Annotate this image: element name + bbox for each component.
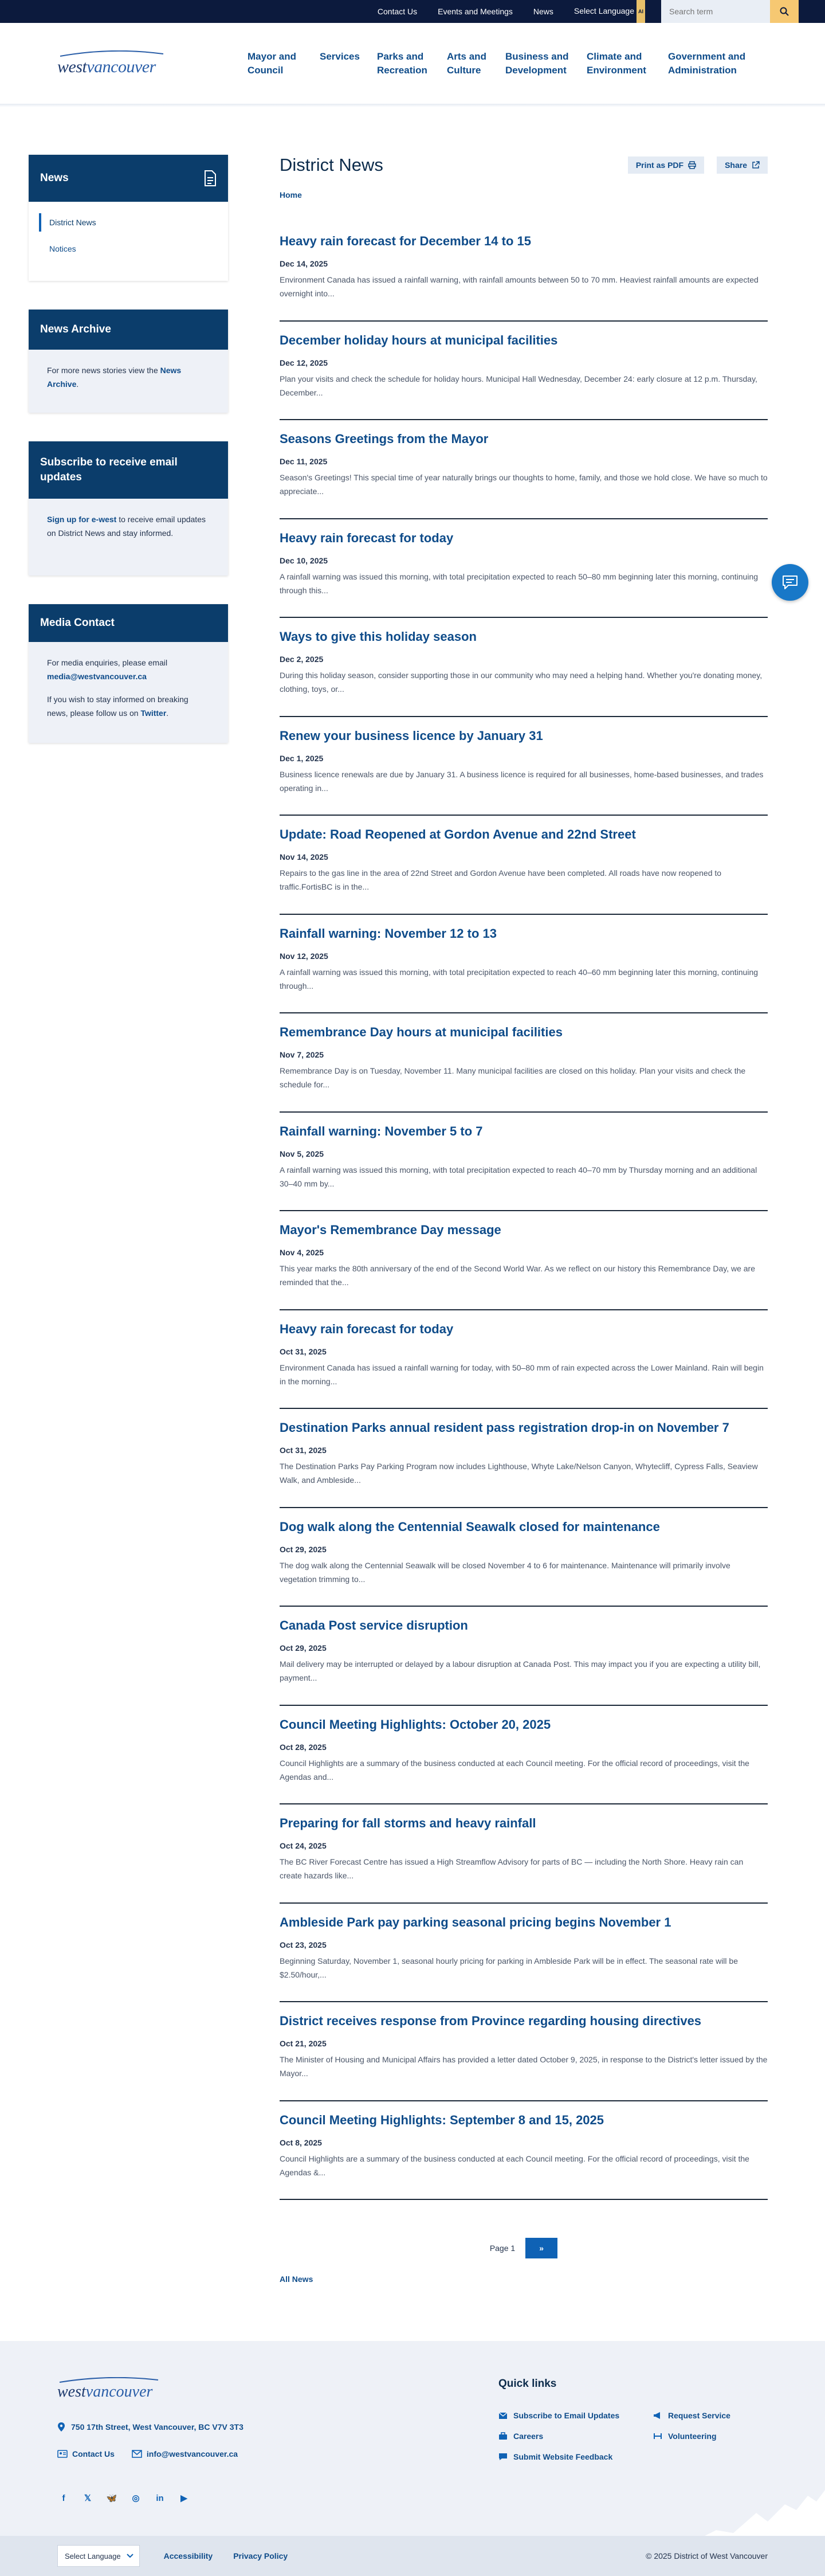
subscribe-header	[29, 441, 228, 499]
news-item-excerpt: Business licence renewals are due by January 31. A business licence is required for all businesses, home-based businesses, and trades operating in...	[280, 769, 764, 793]
news-item	[280, 1607, 768, 1706]
privacy-policy-link[interactable]: Privacy Policy	[233, 2551, 288, 2561]
news-item-date: Oct 24, 2025	[280, 1841, 327, 1850]
map-pin-icon	[57, 2422, 65, 2432]
nav-business-development[interactable]: Business and Development	[505, 50, 569, 76]
news-item-excerpt: The Destination Parks Pay Parking Program now includes Lighthouse, Whyte Lake/Nelson Canyon, Whytecliff, Cypress Falls, Seaview Walk, and Ambleside...	[280, 1462, 758, 1485]
news-item-excerpt: Season's Greetings! This special time of year naturally brings our thoughts to home, family, and those we hold close. We have so much to appreciate...	[280, 473, 768, 496]
sidebar	[29, 155, 228, 2284]
news-item-title[interactable]: Destination Parks annual resident pass registration drop-in on November 7	[280, 1420, 729, 1435]
site-footer	[0, 2341, 825, 2576]
news-item-title[interactable]: Council Meeting Highlights: October 20, 2025	[280, 1717, 551, 1732]
envelope-icon	[132, 2450, 142, 2458]
news-item-date: Dec 11, 2025	[280, 457, 328, 466]
nav-parks-recreation[interactable]: Parks and Recreation	[377, 50, 427, 76]
footer-social	[57, 2492, 498, 2504]
news-item-date: Oct 31, 2025	[280, 1446, 327, 1455]
page-title-row	[280, 155, 768, 175]
news-item-date: Dec 12, 2025	[280, 358, 328, 367]
envelope-icon	[498, 2412, 508, 2420]
footer-contacts	[57, 2449, 498, 2458]
mountains-graphic-icon	[693, 2490, 825, 2542]
quick-links	[498, 2375, 768, 2504]
news-archive-body	[29, 350, 228, 413]
copyright: © 2025 District of West Vancouver	[646, 2551, 768, 2561]
print-pdf-button[interactable]: Print as PDF	[628, 156, 704, 174]
news-item-date: Oct 28, 2025	[280, 1742, 327, 1752]
news-item-date: Dec 10, 2025	[280, 555, 328, 565]
media-contact-card	[29, 604, 228, 743]
quick-link-subscribe[interactable]: Subscribe to Email Updates	[498, 2411, 653, 2420]
quick-link-feedback[interactable]: Submit Website Feedback	[498, 2452, 653, 2461]
title-actions	[628, 156, 768, 174]
contact-card-icon	[57, 2450, 68, 2458]
pagination	[280, 2238, 768, 2258]
news-item	[280, 519, 768, 618]
news-item-title[interactable]: Rainfall warning: November 5 to 7	[280, 1123, 483, 1138]
search-icon	[780, 7, 789, 16]
language-select-label: Select Language	[65, 2551, 121, 2561]
news-item-excerpt: Environment Canada has issued a rainfall warning, with rainfall amounts between 50 to 70 mm. Heaviest rainfall amounts are expected overnight into...	[280, 275, 759, 298]
quick-links-title: Quick links	[498, 2378, 557, 2390]
twitter-link[interactable]: Twitter	[140, 708, 167, 718]
subscribe-body	[29, 499, 228, 576]
news-item	[280, 420, 768, 519]
news-item-title[interactable]: Seasons Greetings from the Mayor	[280, 432, 489, 446]
document-icon	[204, 170, 217, 186]
news-item	[280, 1211, 768, 1310]
logo-swoosh-icon	[57, 50, 166, 57]
news-item	[280, 1706, 768, 1805]
news-item-date: Nov 5, 2025	[280, 1149, 324, 1158]
news-item	[280, 2002, 768, 2101]
chat-icon	[781, 574, 799, 590]
footer-bottom-links	[164, 2551, 288, 2561]
footer-contact-link[interactable]: Contact Us	[57, 2449, 115, 2458]
news-item-title[interactable]: Heavy rain forecast for today	[280, 530, 454, 545]
news-item-title[interactable]: District receives response from Province regarding housing directives	[280, 2014, 702, 2028]
news-item-date: Dec 2, 2025	[280, 655, 324, 664]
hands-icon	[653, 2432, 662, 2440]
news-item	[280, 1409, 768, 1508]
media-contact-title: Media Contact	[40, 617, 115, 629]
utility-link-contact[interactable]: Contact Us	[377, 7, 418, 16]
news-archive-link[interactable]: News Archive	[47, 366, 182, 389]
quick-link-careers[interactable]: Careers	[498, 2432, 653, 2441]
news-item-excerpt: A rainfall warning was issued this morning, with total precipitation expected to reach 40–60 mm beginning later this morning, continuing through...	[280, 967, 759, 991]
nav-government-administration[interactable]: Government and Administration	[668, 50, 746, 76]
language-select[interactable]	[57, 2545, 140, 2567]
nav-services[interactable]: Services	[320, 50, 360, 62]
news-item-title[interactable]: Rainfall warning: November 12 to 13	[280, 926, 497, 941]
feedback-icon	[498, 2453, 508, 2461]
main-content	[280, 155, 768, 2284]
accessibility-link[interactable]: Accessibility	[163, 2551, 213, 2561]
media-contact-body	[29, 642, 228, 743]
news-item-date: Nov 12, 2025	[280, 951, 328, 961]
main-nav	[247, 50, 748, 77]
footer-address: 750 17th Street, West Vancouver, BC V7V 3T3	[57, 2422, 498, 2432]
news-item	[280, 222, 768, 322]
nav-climate-environment[interactable]: Climate and Environment	[587, 50, 646, 76]
news-item-date: Dec 1, 2025	[280, 753, 324, 763]
news-item-excerpt: The BC River Forecast Centre has issued a High Streamflow Advisory for parts of BC — including the North Shore. Heavy rain can create hazards like...	[280, 1857, 744, 1880]
subscribe-title: Subscribe to receive email updates	[40, 456, 178, 483]
megaphone-icon	[653, 2411, 662, 2420]
news-item-date: Oct 23, 2025	[280, 1940, 327, 1949]
footer-logo-swoosh-icon	[57, 2377, 160, 2383]
page-body	[0, 104, 825, 2284]
nav-mayor-council[interactable]: Mayor and Council	[247, 50, 297, 76]
printer-icon	[688, 161, 696, 169]
share-button[interactable]: Share	[717, 156, 768, 174]
news-item	[280, 717, 768, 816]
footer-email-link[interactable]: info@westvancouver.ca	[132, 2449, 238, 2458]
subscribe-link[interactable]: Sign up for e-west	[47, 515, 117, 524]
page-title: District News	[280, 155, 383, 175]
news-item	[280, 2101, 768, 2201]
news-item-date: Oct 31, 2025	[280, 1346, 327, 1356]
news-list	[280, 222, 768, 2200]
search-box	[661, 0, 799, 23]
news-item-excerpt: Beginning Saturday, November 1, seasonal hourly pricing for parking in Ambleside Park will be in effect. The seasonal rate will be $2.50/hour,...	[280, 1956, 738, 1979]
linkedin-icon[interactable]: in	[156, 2493, 164, 2503]
subnav-notices[interactable]: Notices	[49, 244, 76, 253]
all-news-link[interactable]: All News	[280, 2274, 313, 2284]
news-card	[29, 155, 228, 281]
news-item-date: Nov 14, 2025	[280, 852, 328, 862]
language-badge: AI	[637, 0, 645, 24]
footer-logo-text: westvancouver	[57, 2383, 153, 2401]
news-card-title: News	[40, 172, 69, 184]
utility-bar	[0, 0, 825, 23]
news-item-title[interactable]: Heavy rain forecast for today	[280, 1321, 454, 1336]
news-archive-text: For more news stories view the	[47, 366, 158, 375]
youtube-icon[interactable]: ▶	[180, 2493, 187, 2503]
news-archive-header	[29, 310, 228, 350]
news-archive-title: News Archive	[40, 323, 111, 335]
media-follow-text: If you wish to stay informed on breaking news, please follow us on Twitter.	[47, 695, 188, 718]
news-item-excerpt: Council Highlights are a summary of the business conducted at each Council meeting. For the official record of proceedings, visit the Agendas &...	[280, 2154, 749, 2177]
utility-link-news[interactable]: News	[533, 7, 553, 16]
news-item-excerpt: A rainfall warning was issued this morning, with total precipitation expected to reach 40–70 mm by Thursday morning and an additional 30–40 mm by...	[280, 1165, 757, 1188]
news-item-date: Dec 14, 2025	[280, 259, 328, 268]
quick-link-volunteering[interactable]: Volunteering	[653, 2432, 768, 2441]
news-item-excerpt: This year marks the 80th anniversary of the end of the Second World War. As we reflect on our history this Remembrance Day, we are reminded that the...	[280, 1264, 756, 1287]
news-item-title[interactable]: Renew your business licence by January 31	[280, 728, 543, 743]
footer-logo[interactable]	[57, 2377, 160, 2401]
nav-arts-culture[interactable]: Arts and Culture	[447, 50, 486, 76]
footer-left	[57, 2375, 498, 2504]
news-item-title[interactable]: Ambleside Park pay parking seasonal pricing begins November 1	[280, 1915, 671, 1929]
chevron-down-icon	[127, 2554, 133, 2558]
news-item	[280, 1310, 768, 1410]
news-item-excerpt: A rainfall warning was issued this morning, with total precipitation expected to reach 50–80 mm beginning later this morning, continuing through this...	[280, 571, 759, 595]
facebook-icon[interactable]: f	[62, 2493, 65, 2503]
x-twitter-icon[interactable]: 𝕏	[84, 2493, 92, 2503]
quick-links-grid	[498, 2411, 768, 2461]
breadcrumb-home[interactable]: Home	[280, 190, 302, 199]
search-input[interactable]	[661, 0, 770, 23]
news-item	[280, 322, 768, 421]
subscribe-card	[29, 441, 228, 576]
media-email-link[interactable]: media@westvancouver.ca	[47, 672, 147, 681]
news-item-title[interactable]: Dog walk along the Centennial Seawalk closed for maintenance	[280, 1519, 660, 1534]
utility-link-events[interactable]: Events and Meetings	[438, 7, 513, 16]
news-item	[280, 1013, 768, 1113]
news-item-date: Nov 4, 2025	[280, 1248, 324, 1257]
news-item	[280, 1804, 768, 1904]
news-item-excerpt: Council Highlights are a summary of the business conducted at each Council meeting. For the official record of proceedings, visit the Agendas and...	[280, 1758, 749, 1782]
news-item-title[interactable]: Remembrance Day hours at municipal facilities	[280, 1025, 563, 1039]
news-item-date: Oct 21, 2025	[280, 2039, 327, 2048]
share-icon	[752, 161, 760, 169]
news-item	[280, 1904, 768, 2003]
news-item-title[interactable]: December holiday hours at municipal facilities	[280, 332, 558, 347]
search-button[interactable]	[770, 0, 799, 23]
news-item-date: Oct 29, 2025	[280, 1544, 327, 1554]
news-item-date: Oct 29, 2025	[280, 1643, 327, 1653]
news-item	[280, 816, 768, 915]
media-enquiry-text: For media enquiries, please email media@westvancouver.ca	[47, 658, 168, 681]
site-header	[0, 23, 825, 104]
news-item-excerpt: Remembrance Day is on Tuesday, November 11. Many municipal facilities are closed on this holiday. Plan your visits and check the schedule for...	[280, 1066, 746, 1089]
select-language-link[interactable]	[564, 0, 655, 24]
briefcase-icon	[498, 2432, 508, 2440]
news-item	[280, 618, 768, 717]
news-archive-card	[29, 310, 228, 413]
news-item-title[interactable]: Update: Road Reopened at Gordon Avenue and 22nd Street	[280, 827, 636, 841]
chat-button[interactable]	[772, 564, 808, 601]
news-item-excerpt: During this holiday season, consider supporting those in our community who may need a helping hand. Whether you're donating money, clothing, toys, or...	[280, 671, 763, 694]
news-item-excerpt: Repairs to the gas line in the area of 22nd Street and Gordon Avenue have been completed. All roads have now reopened to traffic.FortisBC is in the...	[280, 868, 722, 891]
news-item-date: Nov 7, 2025	[280, 1050, 324, 1059]
subnav-district-news[interactable]: District News	[39, 213, 218, 232]
news-item	[280, 1508, 768, 1607]
utility-links	[367, 0, 655, 23]
news-item	[280, 915, 768, 1014]
news-item-excerpt: The dog walk along the Centennial Seawalk will be closed November 4 to 6 for maintenance. Maintenance will primarily involve vegetation trimming to...	[280, 1560, 730, 1584]
media-contact-header	[29, 604, 228, 642]
news-item-title[interactable]: Mayor's Remembrance Day message	[280, 1223, 501, 1237]
instagram-icon[interactable]: ◎	[132, 2493, 140, 2503]
quick-link-request-service[interactable]: Request Service	[653, 2411, 768, 2420]
news-item-excerpt: Plan your visits and check the schedule for holiday hours. Municipal Hall Wednesday, December 24: early closure at 12 p.m. Thursday, December...	[280, 374, 757, 397]
next-page-button[interactable]: »	[525, 2238, 557, 2258]
news-item-title[interactable]: Ways to give this holiday season	[280, 629, 477, 644]
site-logo[interactable]	[57, 50, 189, 77]
footer-grid	[57, 2375, 768, 2504]
news-item	[280, 1113, 768, 1212]
news-item-excerpt: Mail delivery may be interrupted or delayed by a labour disruption at Canada Post. This may impact you if you are expecting a utility bill, payment...	[280, 1659, 761, 1682]
bluesky-icon[interactable]: 🦋	[106, 2493, 117, 2503]
news-item-title[interactable]: Canada Post service disruption	[280, 1618, 468, 1632]
subscribe-text: to receive email updates on District News and stay informed.	[47, 515, 206, 538]
news-item-title[interactable]: Preparing for fall storms and heavy rainfall	[280, 1816, 536, 1830]
select-language-label: Select Language	[573, 6, 634, 15]
news-archive-end: .	[76, 379, 79, 389]
logo-text: westvancouver	[57, 57, 156, 76]
news-subnav	[29, 202, 228, 281]
news-item-excerpt: The Minister of Housing and Municipal Affairs has provided a letter dated October 9, 2025, in response to the District's letter issued by the Mayor...	[280, 2055, 768, 2078]
news-item-title[interactable]: Council Meeting Highlights: September 8 and 15, 2025	[280, 2112, 604, 2127]
news-item-date: Oct 8, 2025	[280, 2137, 322, 2147]
news-item-title[interactable]: Heavy rain forecast for December 14 to 15	[280, 234, 531, 248]
news-card-header	[29, 155, 228, 202]
page-indicator: Page 1	[489, 2244, 516, 2253]
news-item-excerpt: Environment Canada has issued a rainfall warning for today, with 50–80 mm of rain expected across the Lower Mainland. Rain will begin in the morning...	[280, 1363, 764, 1386]
footer-bottom-bar	[0, 2536, 825, 2576]
